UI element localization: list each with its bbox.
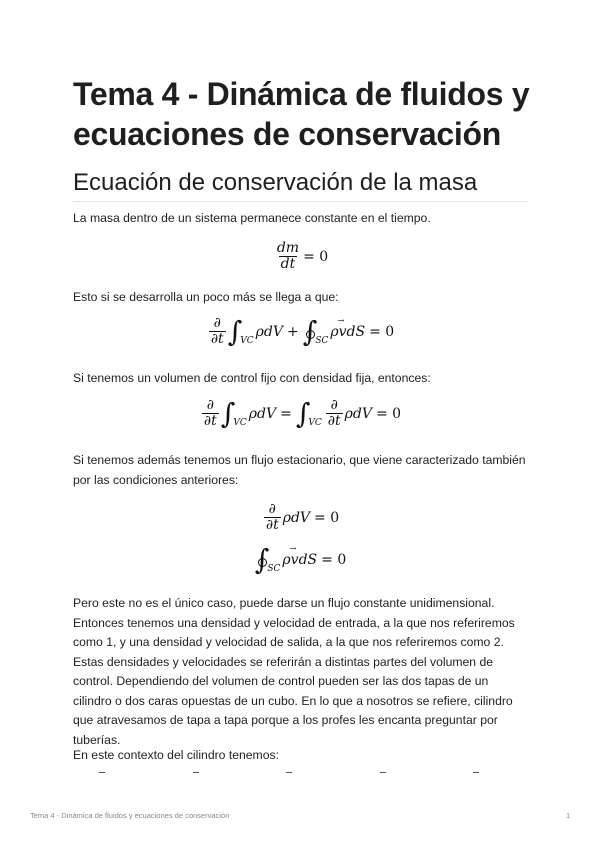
eq3-partial-den: ∂t — [203, 413, 217, 429]
paragraph-develop: Esto si se desarrolla un poco más se llega a que: — [73, 290, 339, 304]
eq3-integrand-vc: ρdV — [248, 405, 277, 422]
page-title: Tema 4 - Dinámica de fluidos y ecuaciones de conservación — [73, 76, 530, 152]
eq1-numerator: dm — [276, 240, 300, 256]
velocity-vector: v → — [339, 324, 347, 340]
equation-reynolds-transport — [73, 316, 528, 347]
eq1-denominator: dt — [280, 256, 296, 272]
eq5-integrand-post: dS — [298, 552, 318, 568]
eq3-sub-vc2: VC — [308, 417, 322, 428]
eq2-rhs: = 0 — [369, 323, 395, 340]
eq4-partial-num: ∂ — [268, 501, 276, 517]
eq3-integrand-vc2: ρdV — [344, 405, 372, 422]
eq2-plus: + — [286, 323, 299, 340]
eq3-partial-den-2: ∂t — [327, 413, 341, 429]
cut-off-equation-fragment — [99, 772, 479, 774]
eq3-sub-vc: VC — [233, 417, 247, 428]
paragraph-cylinder-context: En este contexto del cilindro tenemos: — [73, 748, 279, 762]
eq4-partial-den: ∂t — [265, 517, 279, 533]
velocity-vector: v → — [291, 552, 299, 568]
equation-steady-volume — [73, 502, 528, 533]
eq2-sub-sc: SC — [315, 335, 329, 346]
eq4-integrand: ρdV — [282, 509, 311, 526]
paragraph-mass-constant: La masa dentro de un sistema permanece constante en el tiempo. — [73, 211, 431, 225]
paragraph-steady-flow: Si tenemos además tenemos un flujo estacionario, que viene caracterizado también por las condiciones anteriores: — [73, 453, 526, 487]
footer-title: Tema 4 - Dinámica de fluidos y ecuaciones de conservación — [30, 811, 230, 820]
eq3-partial-num: ∂ — [206, 397, 214, 413]
eq2-partial-den: ∂t — [210, 331, 224, 347]
eq2-integrand-sc-post: dS — [346, 323, 366, 340]
eq2-integrand-sc-pre: ρ — [330, 323, 339, 340]
eq5-sub-sc: SC — [267, 564, 281, 574]
eq3-partial-num-2: ∂ — [330, 397, 338, 413]
section-heading: Ecuación de conservación de la masa — [73, 168, 528, 202]
footer-page-number: 1 — [566, 811, 571, 820]
integral-sign: ∫ — [227, 314, 243, 348]
integral-sign: ∫ — [295, 396, 311, 430]
eq5-integrand-pre: ρ — [282, 552, 291, 568]
eq5-rhs: = 0 — [321, 552, 347, 568]
paragraph-fixed-volume: Si tenemos un volumen de control fijo con densidad fija, entonces: — [73, 371, 431, 385]
equation-mass-derivative — [73, 241, 528, 272]
eq2-sub-vc: VC — [240, 335, 254, 346]
closed-integral-sign: ∫ — [302, 314, 318, 348]
paragraph-one-dimensional: Pero este no es el único caso, puede darse un flujo constante unidimensional. Entonces tenemos una densidad y velocidad de entrada, a la que nos referiremos como 1, y una densidad y velocidad de salida, a la que nos referiremos como 2. Estas densidades y velocidades se referirán a distintas partes del volumen de control. Dependiendo del volumen de control pueden ser las dos tapas de un cilindro o dos caras opuestas de un cubo. En lo que a nosotros se refiere, cilindro que atravesamos de tapa a tapa porque a los profes les encanta preguntar por tuberías. — [73, 596, 515, 747]
equation-steady-surface — [73, 543, 528, 576]
equation-fixed-volume — [73, 398, 528, 429]
eq3-equals: = — [280, 405, 292, 422]
eq3-rhs: = 0 — [375, 405, 402, 422]
closed-integral-sign: ∫ — [254, 543, 270, 576]
eq2-integrand-vc: ρdV — [255, 323, 283, 340]
eq1-rhs: = 0 — [303, 248, 329, 265]
integral-sign: ∫ — [220, 396, 236, 430]
eq4-rhs: = 0 — [314, 509, 340, 526]
eq2-partial-num: ∂ — [213, 315, 221, 331]
